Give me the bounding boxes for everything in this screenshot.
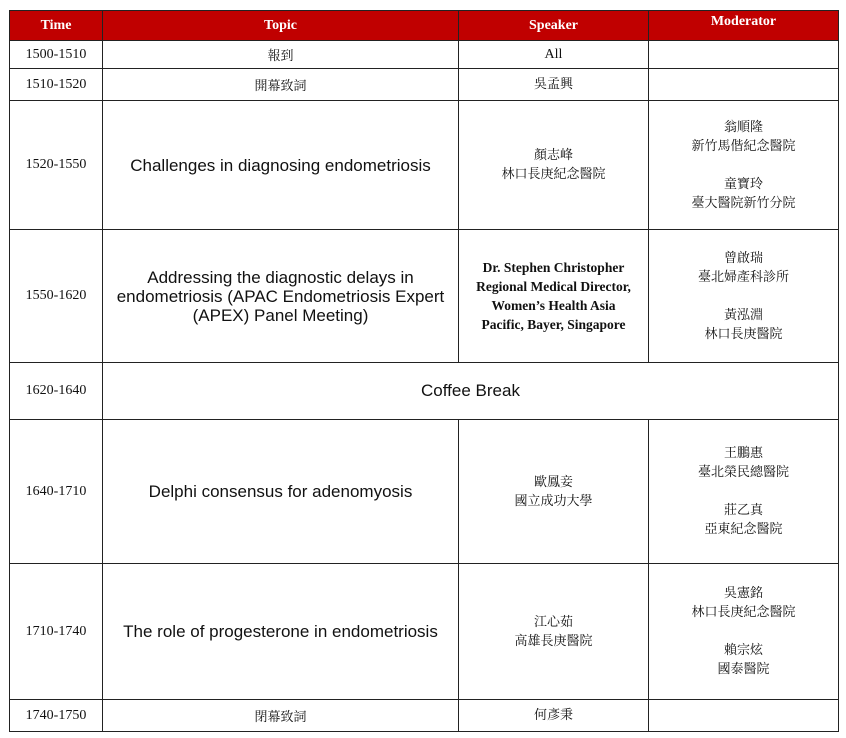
moderator-cell	[649, 420, 839, 564]
speaker-cell	[459, 700, 649, 732]
speaker-affiliation: Women’s Health Asia	[491, 298, 616, 313]
header-speaker: Speaker	[459, 11, 649, 41]
speaker-affiliation: 高雄長庚醫院	[514, 633, 593, 649]
time-cell: 1510-1520	[10, 69, 103, 101]
moderator-name: 賴宗炫	[723, 643, 763, 658]
table-row	[10, 564, 839, 700]
moderator-name: 吳憲銘	[723, 586, 763, 601]
time-cell: 1740-1750	[10, 700, 103, 732]
moderator-affiliation: 國泰醫院	[717, 662, 770, 677]
speaker-name: 顏志峰	[533, 148, 573, 163]
moderator-affiliation: 亞東紀念醫院	[704, 522, 783, 537]
coffee-break-cell: Coffee Break	[103, 363, 839, 420]
table-row	[10, 101, 839, 230]
speaker-affiliation: 國立成功大學	[514, 493, 593, 509]
header-row	[10, 11, 839, 41]
speaker-name: All	[544, 47, 563, 62]
speaker-name: 歐鳳妾	[533, 474, 573, 490]
moderator-cell	[649, 700, 839, 732]
header-moderator: Moderator	[649, 11, 839, 41]
topic-cell: The role of progesterone in endometriosis	[103, 564, 459, 700]
speaker-cell	[459, 101, 649, 230]
moderator-affiliation: 臺北榮民總醫院	[697, 465, 789, 480]
speaker-affiliation: 林口長庚紀念醫院	[501, 167, 606, 182]
time-cell: 1520-1550	[10, 101, 103, 230]
moderator-name: 莊乙真	[723, 503, 763, 518]
header-topic: Topic	[103, 11, 459, 41]
moderator-cell	[649, 101, 839, 230]
time-cell: 1620-1640	[10, 363, 103, 420]
topic-cell: Challenges in diagnosing endometriosis	[103, 101, 459, 230]
moderator-name: 童寶玲	[723, 176, 763, 192]
table-row	[10, 700, 839, 732]
speaker-cell	[459, 564, 649, 700]
moderator-affiliation: 林口長庚醫院	[704, 326, 783, 342]
moderator-cell	[649, 69, 839, 101]
moderator-name: 王鵬惠	[723, 446, 763, 461]
moderator-name: 黃泓淵	[723, 307, 763, 323]
table-row	[10, 230, 839, 363]
speaker-title: Regional Medical Director,	[476, 279, 631, 294]
topic-cell: 開幕致詞	[103, 69, 459, 101]
speaker-name: 何彥秉	[533, 708, 573, 723]
agenda-table	[9, 10, 839, 732]
topic-cell: Addressing the diagnostic delays in endometriosis (APAC Endometriosis Expert (APEX) Panel Meeting)	[103, 230, 459, 363]
time-cell: 1710-1740	[10, 564, 103, 700]
moderator-affiliation: 林口長庚紀念醫院	[691, 605, 796, 620]
header-time: Time	[10, 11, 103, 41]
time-cell: 1500-1510	[10, 41, 103, 69]
moderator-affiliation: 臺大醫院新竹分院	[691, 195, 796, 211]
moderator-name: 翁順隆	[723, 119, 763, 135]
table-row	[10, 41, 839, 69]
time-cell: 1640-1710	[10, 420, 103, 564]
table-row	[10, 363, 839, 420]
speaker-cell	[459, 420, 649, 564]
speaker-cell	[459, 69, 649, 101]
table-row	[10, 420, 839, 564]
moderator-cell	[649, 564, 839, 700]
speaker-location: Pacific, Bayer, Singapore	[481, 317, 626, 332]
topic-cell: Delphi consensus for adenomyosis	[103, 420, 459, 564]
time-cell: 1550-1620	[10, 230, 103, 363]
moderator-name: 曾啟瑞	[723, 250, 763, 266]
moderator-affiliation: 臺北婦產科診所	[697, 269, 789, 285]
moderator-cell	[649, 41, 839, 69]
moderator-cell	[649, 230, 839, 363]
topic-cell: 閉幕致詞	[103, 700, 459, 732]
speaker-cell	[459, 41, 649, 69]
speaker-name: Dr. Stephen Christopher	[482, 260, 625, 275]
speaker-name: 吳孟興	[533, 77, 573, 92]
speaker-name: 江心茹	[533, 614, 573, 630]
topic-cell: 報到	[103, 41, 459, 69]
speaker-cell	[459, 230, 649, 363]
table-row	[10, 69, 839, 101]
moderator-affiliation: 新竹馬偕紀念醫院	[691, 138, 796, 154]
